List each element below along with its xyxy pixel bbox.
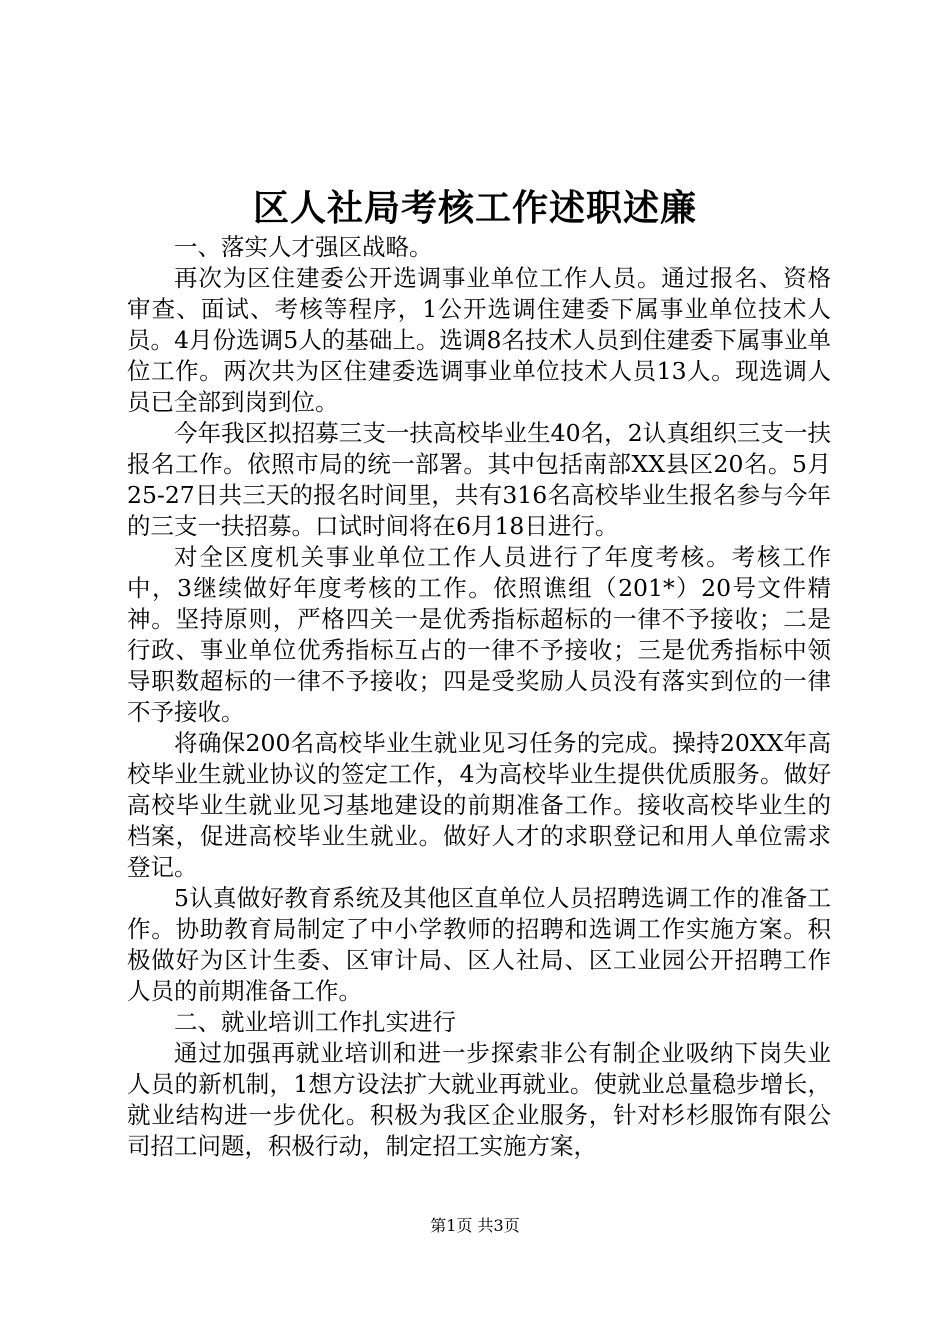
- paragraph: 今年我区拟招募三支一扶高校毕业生40名，2认真组织三支一扶报名工作。依照市局的统一部署。其中包括南部XX县区20名。5月25-27日共三天的报名时间里，共有316名高校毕业生报名参与今年的三支一扶招募。口试时间将在6月18日进行。: [127, 419, 831, 540]
- document-body: [127, 232, 831, 1162]
- paragraph: 对全区度机关事业单位工作人员进行了年度考核。考核工作中，3继续做好年度考核的工作。依照谯组（201*）20号文件精神。坚持原则，严格四关一是优秀指标超标的一律不予接收；二是行政、事业单位优秀指标互占的一律不予接收；三是优秀指标中领导职数超标的一律不予接收；四是受奖励人员没有落实到位的一律不予接收。: [127, 543, 831, 726]
- paragraph: 将确保200名高校毕业生就业见习任务的完成。操持20XX年高校毕业生就业协议的签定工作，4为高校毕业生提供优质服务。做好高校毕业生就业见习基地建设的前期准备工作。接收高校毕业生的档案，促进高校毕业生就业。做好人才的求职登记和用人单位需求登记。: [127, 729, 831, 881]
- document-title: 区人社局考核工作述职述廉: [252, 187, 697, 229]
- section-heading: 二、就业培训工作扎实进行: [174, 1008, 456, 1036]
- section-heading: 一、落实人才强区战略。: [174, 233, 433, 261]
- paragraph: 5认真做好教育系统及其他区直单位人员招聘选调工作的准备工作。协助教育局制定了中小学教师的招聘和选调工作实施方案。积极做好为区计生委、区审计局、区人社局、区工业园公开招聘工作人员的前期准备工作。: [127, 884, 831, 1005]
- paragraph: 通过加强再就业培训和进一步探索非公有制企业吸纳下岗失业人员的新机制，1想方设法扩大就业再就业。使就业总量稳步增长，就业结构进一步优化。积极为我区企业服务，针对杉杉服饰有限公司招工问题，积极行动，制定招工实施方案，: [127, 1039, 831, 1160]
- paragraph: 再次为区住建委公开选调事业单位工作人员。通过报名、资格审查、面试、考核等程序，1公开选调住建委下属事业单位技术人员。4月份选调5人的基础上。选调8名技术人员到住建委下属事业单位工作。两次共为区住建委选调事业单位技术人员13人。现选调人员已全部到岗到位。: [127, 264, 831, 416]
- page-footer: 第1页 共3页: [430, 1216, 520, 1235]
